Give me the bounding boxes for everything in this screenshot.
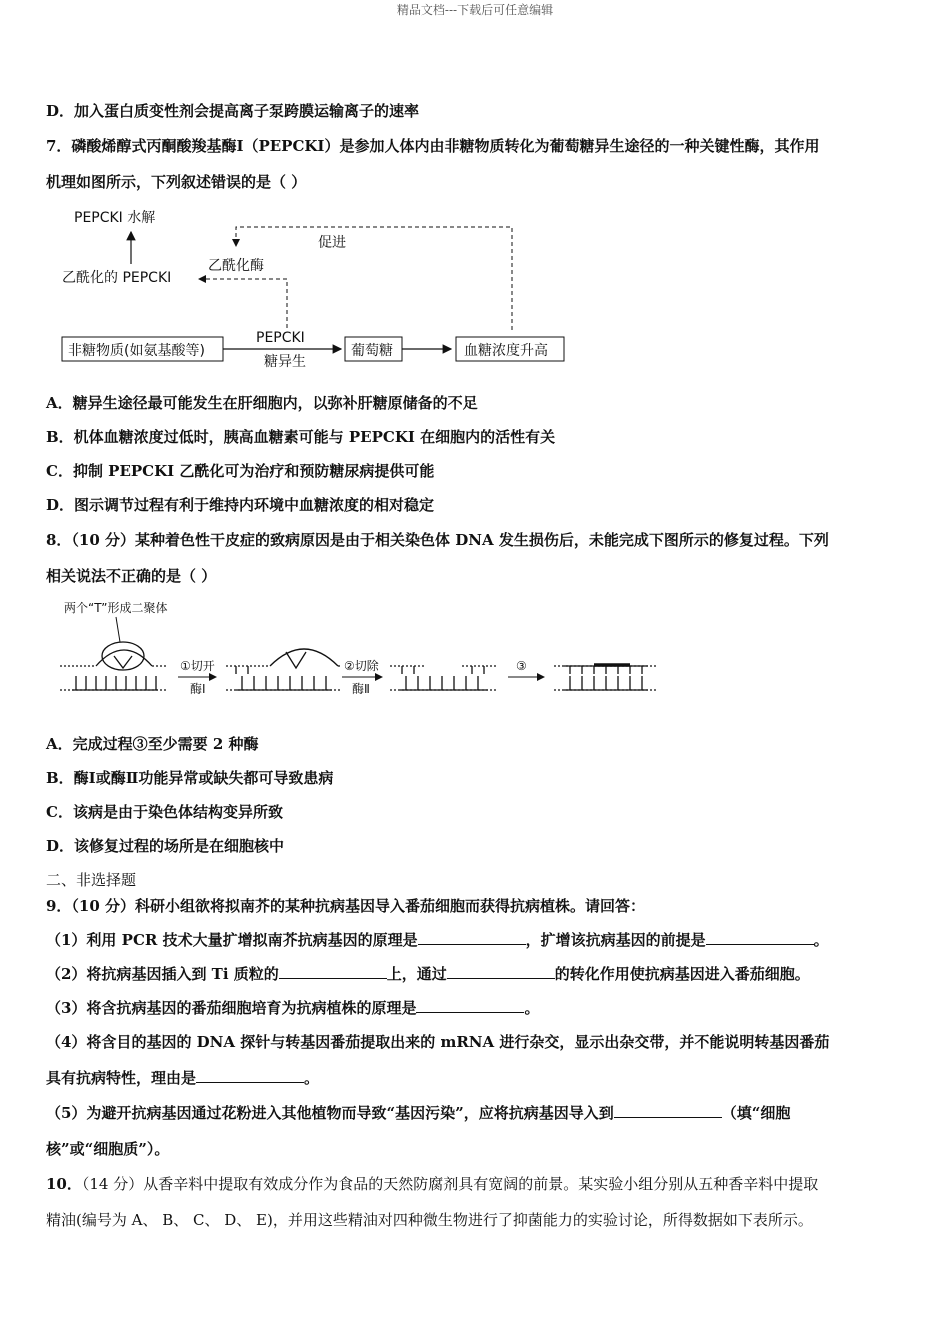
q8-dna-repair-diagram bbox=[56, 596, 666, 706]
label-acetylase: 乙酰化酶 bbox=[208, 258, 264, 274]
q6-option-d: D．加入蛋白质变性剂会提高离子泵跨膜运输离子的速率 bbox=[46, 102, 420, 120]
q7-option-d: D．图示调节过程有利于维持内环境中血糖浓度的相对稳定 bbox=[46, 496, 435, 514]
label-dimer: 两个“T”形成二聚体 bbox=[64, 601, 168, 615]
label-pepcki-hydrolysis: PEPCKI 水解 bbox=[74, 210, 156, 226]
q9-part3: （3）将含抗病基因的番茄细胞培育为抗病植株的原理是 。 bbox=[46, 999, 540, 1017]
label-enzyme-1: 酶Ⅰ bbox=[190, 682, 206, 696]
q8-option-c: C．该病是由于染色体结构变异所致 bbox=[46, 803, 283, 821]
answer-blank[interactable] bbox=[279, 964, 387, 979]
q8-option-a: A．完成过程③至少需要 2 种酶 bbox=[46, 735, 259, 753]
q9-part4-line1: （4）将含目的基因的 DNA 探针与转基因番茄提取出来的 mRNA 进行杂交，显示出杂交带，并不能说明转基因番茄 bbox=[46, 1033, 830, 1051]
label-pepcki-enzyme: PEPCKI bbox=[256, 330, 305, 346]
label-acetylated-pepcki: 乙酰化的 PEPCKI bbox=[62, 270, 172, 286]
label-step2-excise: ②切除 bbox=[344, 659, 379, 673]
page-header: 精品文档---下载后可任意编辑 bbox=[396, 3, 554, 17]
label-promote: 促进 bbox=[318, 235, 346, 251]
q7-option-c: C．抑制 PEPCKI 乙酰化可为治疗和预防糖尿病提供可能 bbox=[46, 462, 435, 480]
box-nonsugar: 非糖物质(如氨基酸等) bbox=[68, 343, 205, 359]
q7-stem-line1: 7．磷酸烯醇式丙酮酸羧基酶Ⅰ（PEPCKI）是参加人体内由非糖物质转化为葡萄糖异生途径的一种关键性酶，其作用 bbox=[46, 137, 820, 155]
q8-stem-line2: 相关说法不正确的是（ ） bbox=[46, 567, 217, 585]
label-step1-cut: ①切开 bbox=[180, 659, 215, 673]
q9-stem: 9．（10 分）科研小组欲将拟南芥的某种抗病基因导入番茄细胞而获得抗病植株。请回答： bbox=[46, 897, 646, 915]
label-gluconeogenesis: 糖异生 bbox=[264, 354, 306, 370]
box-blood-sugar: 血糖浓度升高 bbox=[464, 343, 548, 359]
label-step3: ③ bbox=[516, 659, 527, 673]
q9-part5-line2: 核”或“细胞质”）。 bbox=[46, 1140, 170, 1158]
q9-part4-line2: 具有抗病特性，理由是 。 bbox=[46, 1069, 320, 1087]
answer-blank[interactable] bbox=[418, 930, 526, 945]
q10-line2: 精油(编号为 A、 B、 C、 D、 E)，并用这些精油对四种微生物进行了抑菌能力的实验讨论，所得数据如下表所示。 bbox=[46, 1211, 813, 1229]
q7-gluconeogenesis-diagram bbox=[56, 200, 576, 375]
q8-stem-line1: 8．（10 分）某种着色性干皮症的致病原因是由于相关染色体 DNA 发生损伤后，未能完成下图所示的修复过程。下列 bbox=[46, 531, 829, 549]
q7-option-b: B．机体血糖浓度过低时，胰高血糖素可能与 PEPCKI 在细胞内的活性有关 bbox=[46, 428, 556, 446]
answer-blank[interactable] bbox=[614, 1103, 722, 1118]
section-heading: 二、非选择题 bbox=[46, 871, 137, 889]
q8-option-b: B．酶Ⅰ或酶Ⅱ功能异常或缺失都可导致患病 bbox=[46, 769, 334, 787]
answer-blank[interactable] bbox=[706, 930, 814, 945]
q9-part1: （1）利用 PCR 技术大量扩增拟南芥抗病基因的原理是 ，扩增该抗病基因的前提是 。 bbox=[46, 931, 829, 949]
label-enzyme-2: 酶Ⅱ bbox=[352, 682, 370, 696]
q9-part2: （2）将抗病基因插入到 Ti 质粒的 上，通过 的转化作用使抗病基因进入番茄细胞。 bbox=[46, 965, 810, 983]
q9-part5-line1: （5）为避开抗病基因通过花粉进入其他植物而导致“基因污染”，应将抗病基因导入到 （填“细胞 bbox=[46, 1104, 791, 1122]
box-glucose: 葡萄糖 bbox=[351, 343, 393, 359]
q7-stem-line2: 机理如图所示，下列叙述错误的是（ ） bbox=[46, 173, 307, 191]
q8-option-d: D．该修复过程的场所是在细胞核中 bbox=[46, 837, 285, 855]
q7-option-a: A．糖异生途径最可能发生在肝细胞内，以弥补肝糖原储备的不足 bbox=[46, 394, 478, 412]
answer-blank[interactable] bbox=[196, 1068, 304, 1083]
q10-line1: 10．（14 分）从香辛料中提取有效成分作为食品的天然防腐剂具有宽阔的前景。某实验小组分别从五种香辛料中提取 bbox=[46, 1175, 819, 1193]
answer-blank[interactable] bbox=[447, 964, 555, 979]
answer-blank[interactable] bbox=[416, 998, 524, 1013]
